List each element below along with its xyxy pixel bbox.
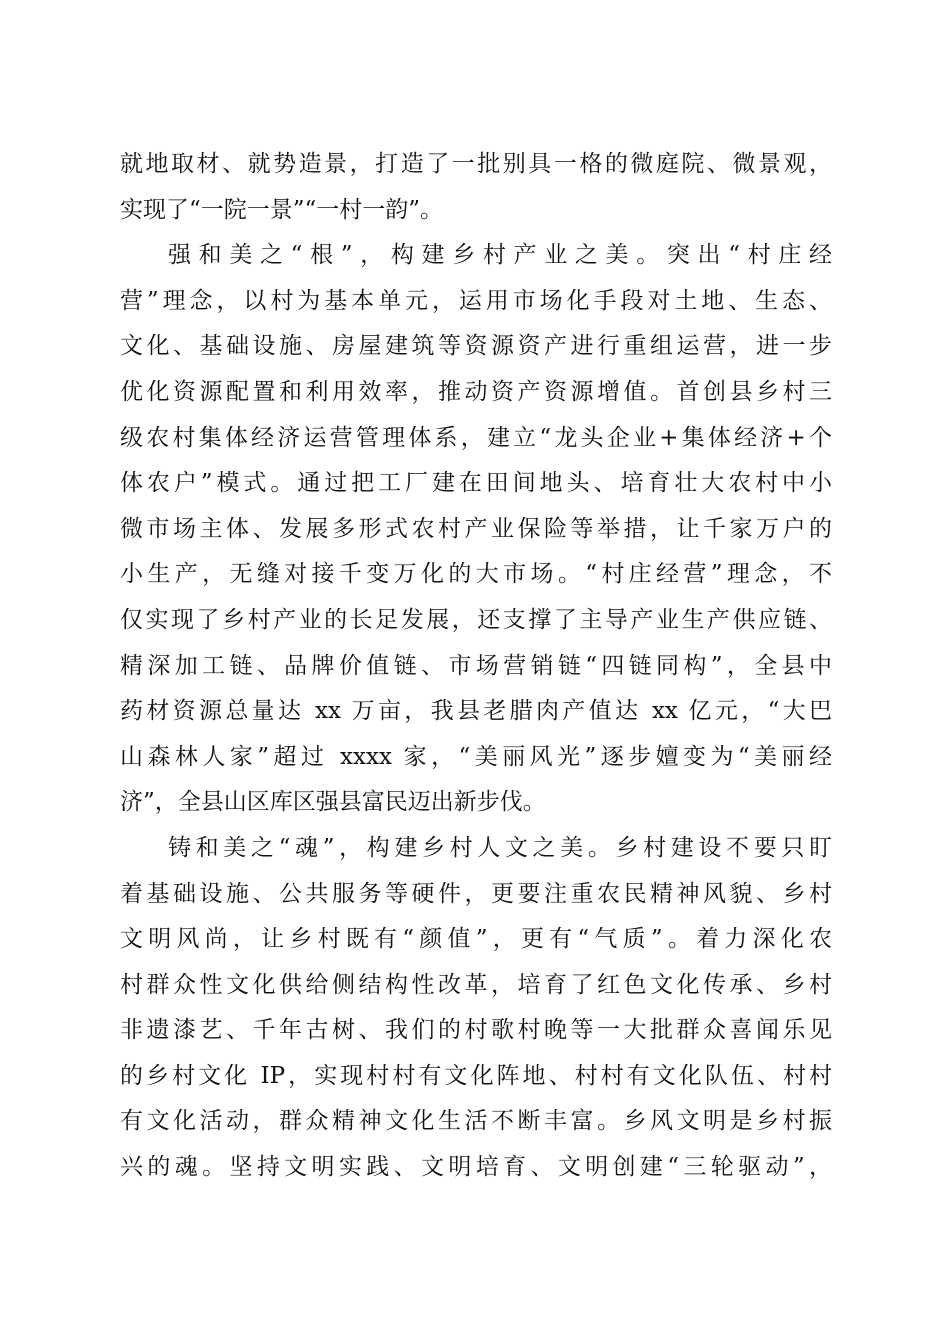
paragraph-3-line-8: 兴的魂。坚持文明实践、文明培育、文明创建“三轮驱动”，	[120, 1154, 832, 1181]
paragraph-2-line-5: 级农村集体经济运营管理体系，建立“龙头企业+集体经济+个	[120, 424, 832, 451]
paragraph-2-line-3: 文化、基础设施、房屋建筑等资源资产进行重组运营，进一步	[120, 333, 832, 360]
paragraph-2-line-9: 仅实现了乡村产业的长足发展，还支撑了主导产业生产供应链、	[120, 606, 832, 633]
paragraph-2-line-4: 优化资源配置和利用效率，推动资产资源增值。首创县乡村三	[120, 378, 832, 405]
paragraph-3-line-6: 的乡村文化 IP，实现村村有文化阵地、村村有文化队伍、村村	[120, 1062, 832, 1089]
paragraph-2-line-2: 营”理念，以村为基本单元，运用市场化手段对土地、生态、	[120, 287, 832, 314]
paragraph-2-line-7: 微市场主体、发展多形式农村产业保险等举措，让千家万户的	[120, 515, 832, 542]
paragraph-3-line-2: 着基础设施、公共服务等硬件，更要注重农民精神风貌、乡村	[120, 880, 832, 907]
paragraph-2-line-13: 济”，全县山区库区强县富民迈出新步伐。	[120, 789, 546, 816]
paragraph-2-line-11: 药材资源总量达 xx 万亩，我县老腊肉产值达 xx 亿元，“大巴	[120, 698, 832, 725]
paragraph-2-line-8: 小生产，无缝对接千变万化的大市场。“村庄经营”理念，不	[120, 561, 832, 588]
paragraph-2-line-6: 体农户”模式。通过把工厂建在田间地头、培育壮大农村中小	[120, 470, 832, 497]
paragraph-3-line-4: 村群众性文化供给侧结构性改革，培育了红色文化传承、乡村	[120, 971, 832, 998]
paragraph-2-line-1: 强和美之“根”，构建乡村产业之美。突出“村庄经	[168, 242, 832, 269]
paragraph-2-line-10: 精深加工链、品牌价值链、市场营销链“四链同构”，全县中	[120, 652, 832, 679]
paragraph-1-line-1: 就地取材、就势造景，打造了一批别具一格的微庭院、微景观，	[120, 151, 832, 177]
paragraph-2-line-12: 山森林人家”超过 xxxx 家，“美丽风光”逐步嬗变为“美丽经	[120, 743, 832, 770]
paragraph-3-line-7: 有文化活动，群众精神文化生活不断丰富。乡风文明是乡村振	[120, 1108, 832, 1135]
body-text	[120, 142, 832, 1191]
paragraph-1-line-2: 实现了“一院一景”“一村一韵”。	[120, 196, 444, 223]
paragraph-3-line-5: 非遗漆艺、千年古树、我们的村歌村晚等一大批群众喜闻乐见	[120, 1017, 832, 1044]
paragraph-3-line-3: 文明风尚，让乡村既有“颜值”，更有“气质”。着力深化农	[120, 926, 832, 953]
paragraph-3-line-1: 铸和美之“魂”，构建乡村人文之美。乡村建设不要只盯	[168, 834, 832, 861]
